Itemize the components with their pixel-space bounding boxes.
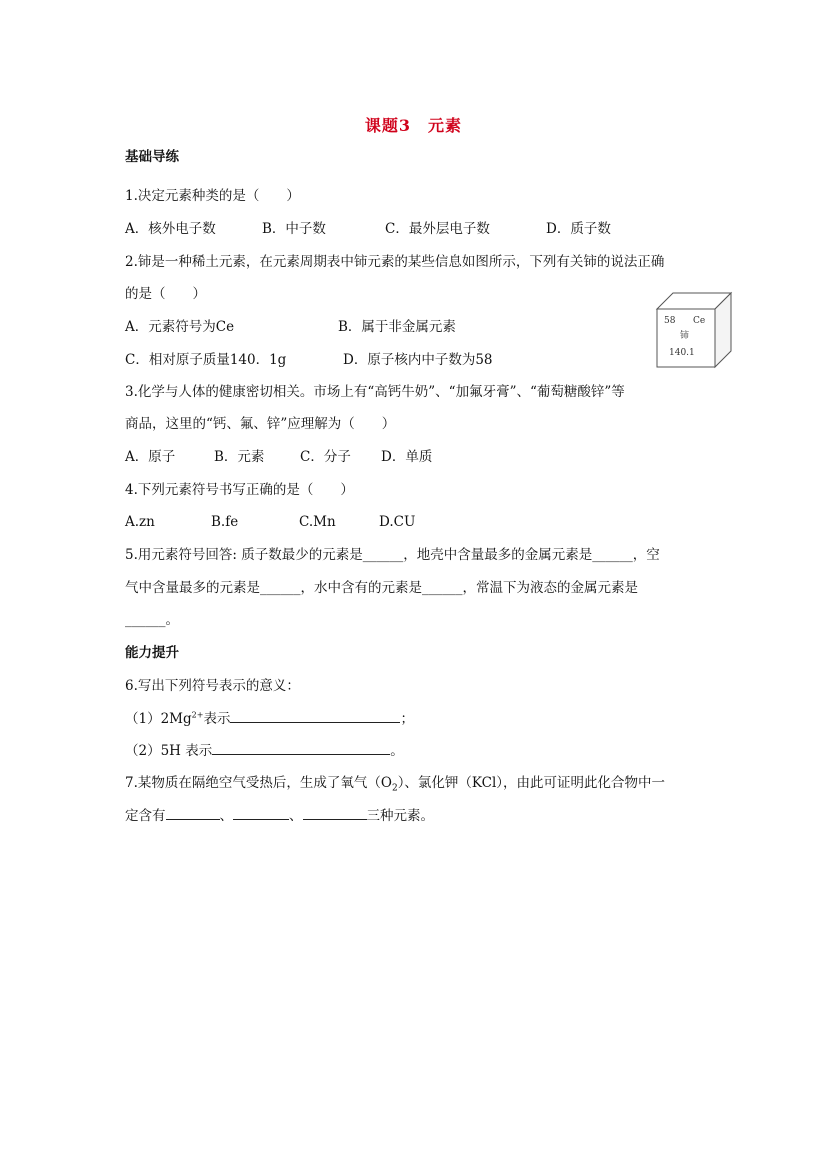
question-3-stem-line1: 3.化学与人体的健康密切相关。市场上有“高钙牛奶”、“加氟牙膏”、“葡萄糖酸锌”等 bbox=[125, 384, 625, 400]
q6-item2-prefix: （2）5H 表示 bbox=[125, 743, 213, 759]
answer-blank[interactable] bbox=[212, 740, 390, 755]
question-5-line3: ______。 bbox=[125, 612, 179, 628]
tile-element-name: 铈 bbox=[680, 331, 690, 341]
q7-line1-b: ）、氯化钾（KCl），由此可证明此化合物中一 bbox=[397, 775, 666, 791]
tile-atomic-number: 58 bbox=[664, 316, 676, 326]
q6-item1-charge: 2+ bbox=[191, 710, 204, 720]
answer-blank[interactable] bbox=[166, 805, 220, 820]
q6-item1-end: ； bbox=[400, 711, 414, 727]
q7-subscript: 2 bbox=[391, 783, 398, 794]
q4-option-d: D.CU bbox=[379, 514, 416, 530]
q4-option-c: C.Mn bbox=[299, 514, 336, 530]
q2-option-a: A．元素符号为Ce bbox=[125, 319, 235, 335]
q6-item2-end: 。 bbox=[390, 743, 404, 759]
q7-sep2: 、 bbox=[289, 808, 303, 824]
q1-option-a: A．核外电子数 bbox=[125, 221, 216, 237]
section-heading-advanced: 能力提升 bbox=[125, 645, 179, 661]
answer-blank[interactable] bbox=[303, 805, 367, 820]
tile-atomic-mass: 140.1 bbox=[669, 348, 695, 358]
question-6-item-2 bbox=[125, 740, 404, 761]
question-7-line2 bbox=[125, 805, 434, 826]
q3-option-d: D．单质 bbox=[381, 449, 433, 465]
question-2-stem-line2: 的是（ ） bbox=[125, 286, 206, 302]
question-1-stem: 1.决定元素种类的是（ ） bbox=[125, 188, 300, 204]
q1-option-b: B．中子数 bbox=[262, 221, 326, 237]
page-title: 课题3 元素 bbox=[364, 116, 463, 135]
question-3-stem-line2: 商品，这里的“钙、氟、锌”应理解为（ ） bbox=[125, 416, 396, 432]
question-5-line1: 5.用元素符号回答: 质子数最少的元素是______，地壳中含量最多的金属元素是______，空 bbox=[125, 547, 660, 563]
cerium-element-tile bbox=[655, 291, 735, 371]
q7-line2-end: 三种元素。 bbox=[366, 808, 434, 824]
question-5-line2: 气中含量最多的元素是______，水中含有的元素是______，常温下为液态的金属元素是 bbox=[125, 580, 638, 596]
question-6-stem: 6.写出下列符号表示的意义： bbox=[125, 678, 300, 694]
q2-option-b: B．属于非金属元素 bbox=[338, 319, 456, 335]
q4-option-b: B.fe bbox=[211, 514, 239, 530]
tile-symbol: Ce bbox=[693, 316, 706, 326]
q3-option-c: C．分子 bbox=[300, 449, 351, 465]
question-4-stem: 4.下列元素符号书写正确的是（ ） bbox=[125, 482, 354, 498]
q2-option-c: C．相对原子质量140．1g bbox=[125, 352, 287, 368]
q3-option-b: B．元素 bbox=[214, 449, 265, 465]
q6-item1-suffix: 表示 bbox=[203, 711, 231, 727]
q7-line1-a: 7.某物质在隔绝空气受热后，生成了氧气（O bbox=[125, 775, 392, 791]
q2-option-d: D．原子核内中子数为58 bbox=[343, 352, 493, 368]
question-7-line1 bbox=[125, 773, 665, 793]
q7-sep1: 、 bbox=[219, 808, 233, 824]
q3-option-a: A．原子 bbox=[125, 449, 176, 465]
q7-line2-a: 定含有 bbox=[125, 808, 166, 824]
question-6-item-1 bbox=[125, 708, 414, 729]
section-heading-basic: 基础导练 bbox=[125, 149, 179, 165]
answer-blank[interactable] bbox=[233, 805, 289, 820]
q1-option-d: D．质子数 bbox=[546, 221, 611, 237]
question-2-stem-line1: 2.铈是一种稀土元素，在元素周期表中铈元素的某些信息如图所示，下列有关铈的说法正确 bbox=[125, 254, 665, 270]
answer-blank[interactable] bbox=[230, 708, 400, 723]
q6-item1-prefix: （1）2Mg bbox=[125, 711, 192, 727]
q4-option-a: A.zn bbox=[125, 514, 155, 530]
q1-option-c: C．最外层电子数 bbox=[385, 221, 490, 237]
